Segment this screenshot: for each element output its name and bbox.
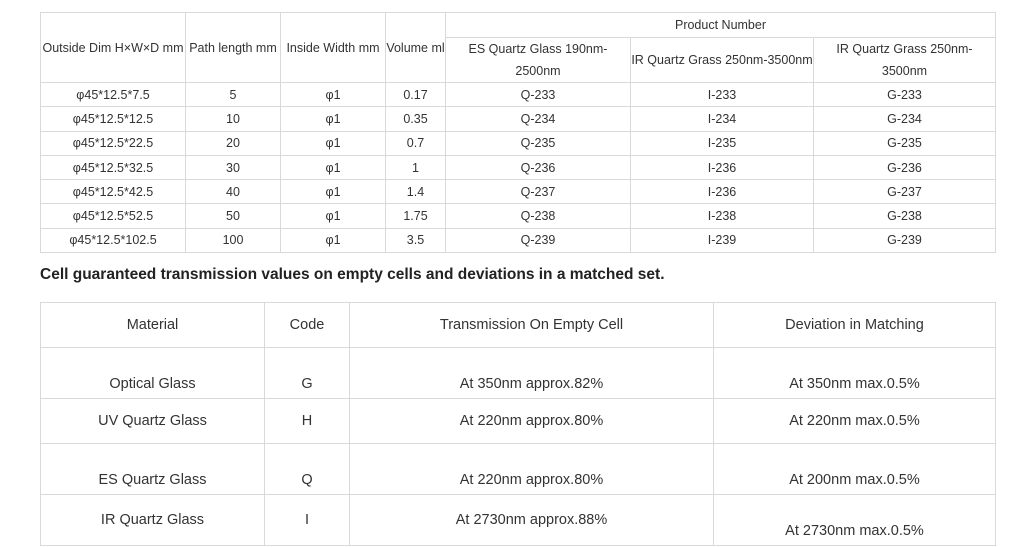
cell-es: Q-233	[446, 83, 631, 107]
cell-ir1: I-236	[631, 155, 814, 179]
cell-dim: φ45*12.5*7.5	[41, 83, 186, 107]
cell-dim: φ45*12.5*42.5	[41, 180, 186, 204]
cell-transmission: At 350nm approx.82%	[350, 348, 714, 399]
table-row	[41, 348, 996, 399]
cell-width: φ1	[281, 204, 386, 228]
header-material: Material	[41, 303, 265, 348]
cell-path: 10	[186, 107, 281, 131]
cell-path: 30	[186, 155, 281, 179]
table-row	[41, 204, 996, 228]
cell-ir2: G-236	[814, 155, 996, 179]
table-row	[41, 131, 996, 155]
transmission-table	[40, 302, 996, 546]
cell-deviation: At 2730nm max.0.5%	[714, 495, 996, 546]
table-row	[41, 228, 996, 252]
cell-volume: 0.7	[386, 131, 446, 155]
cell-dim: φ45*12.5*52.5	[41, 204, 186, 228]
cell-ir2: G-233	[814, 83, 996, 107]
cell-path: 20	[186, 131, 281, 155]
cell-es: Q-239	[446, 228, 631, 252]
cell-path: 5	[186, 83, 281, 107]
header-deviation: Deviation in Matching	[714, 303, 996, 348]
cell-material: Optical Glass	[41, 348, 265, 399]
header-transmission: Transmission On Empty Cell	[350, 303, 714, 348]
cell-material: UV Quartz Glass	[41, 399, 265, 444]
cell-transmission: At 220nm approx.80%	[350, 399, 714, 444]
spec-table	[40, 12, 996, 253]
cell-width: φ1	[281, 107, 386, 131]
cell-material: ES Quartz Glass	[41, 444, 265, 495]
cell-ir1: I-234	[631, 107, 814, 131]
table-row	[41, 107, 996, 131]
cell-volume: 3.5	[386, 228, 446, 252]
cell-volume: 0.35	[386, 107, 446, 131]
cell-dim: φ45*12.5*32.5	[41, 155, 186, 179]
table-row	[41, 180, 996, 204]
cell-code: G	[265, 348, 350, 399]
table-row	[41, 155, 996, 179]
cell-volume: 1.75	[386, 204, 446, 228]
table-row	[41, 444, 996, 495]
cell-ir2: G-235	[814, 131, 996, 155]
cell-volume: 1.4	[386, 180, 446, 204]
cell-code: Q	[265, 444, 350, 495]
cell-deviation: At 350nm max.0.5%	[714, 348, 996, 399]
cell-ir1: I-233	[631, 83, 814, 107]
cell-es: Q-236	[446, 155, 631, 179]
cell-es: Q-237	[446, 180, 631, 204]
cell-width: φ1	[281, 131, 386, 155]
header-path-length: Path length mm	[186, 13, 281, 83]
cell-width: φ1	[281, 155, 386, 179]
cell-ir2: G-239	[814, 228, 996, 252]
header-ir-quartz-1: IR Quartz Grass 250nm-3500nm	[631, 38, 814, 83]
cell-ir2: G-237	[814, 180, 996, 204]
cell-volume: 1	[386, 155, 446, 179]
cell-path: 100	[186, 228, 281, 252]
table-row	[41, 399, 996, 444]
cell-width: φ1	[281, 83, 386, 107]
header-product-number: Product Number	[446, 13, 996, 38]
cell-material: IR Quartz Glass	[41, 495, 265, 546]
cell-ir1: I-238	[631, 204, 814, 228]
header-code: Code	[265, 303, 350, 348]
cell-dim: φ45*12.5*12.5	[41, 107, 186, 131]
header-outside-dim: Outside Dim H×W×D mm	[41, 13, 186, 83]
header-volume: Volume ml	[386, 13, 446, 83]
cell-width: φ1	[281, 180, 386, 204]
cell-path: 50	[186, 204, 281, 228]
header-inside-width: Inside Width mm	[281, 13, 386, 83]
table-row	[41, 495, 996, 546]
header-ir-quartz-2: IR Quartz Grass 250nm-3500nm	[814, 38, 996, 83]
cell-ir1: I-239	[631, 228, 814, 252]
cell-transmission: At 220nm approx.80%	[350, 444, 714, 495]
cell-es: Q-234	[446, 107, 631, 131]
cell-code: H	[265, 399, 350, 444]
cell-volume: 0.17	[386, 83, 446, 107]
cell-deviation: At 200nm max.0.5%	[714, 444, 996, 495]
cell-code: I	[265, 495, 350, 546]
table-row	[41, 83, 996, 107]
cell-ir1: I-236	[631, 180, 814, 204]
cell-transmission: At 2730nm approx.88%	[350, 495, 714, 546]
cell-ir2: G-238	[814, 204, 996, 228]
cell-dim: φ45*12.5*22.5	[41, 131, 186, 155]
cell-ir2: G-234	[814, 107, 996, 131]
cell-ir1: I-235	[631, 131, 814, 155]
cell-deviation: At 220nm max.0.5%	[714, 399, 996, 444]
cell-dim: φ45*12.5*102.5	[41, 228, 186, 252]
cell-path: 40	[186, 180, 281, 204]
cell-width: φ1	[281, 228, 386, 252]
cell-es: Q-235	[446, 131, 631, 155]
section-heading: Cell guaranteed transmission values on empty cells and deviations in a matched set.	[40, 266, 665, 283]
cell-es: Q-238	[446, 204, 631, 228]
header-es-quartz: ES Quartz Glass 190nm-2500nm	[446, 38, 631, 83]
